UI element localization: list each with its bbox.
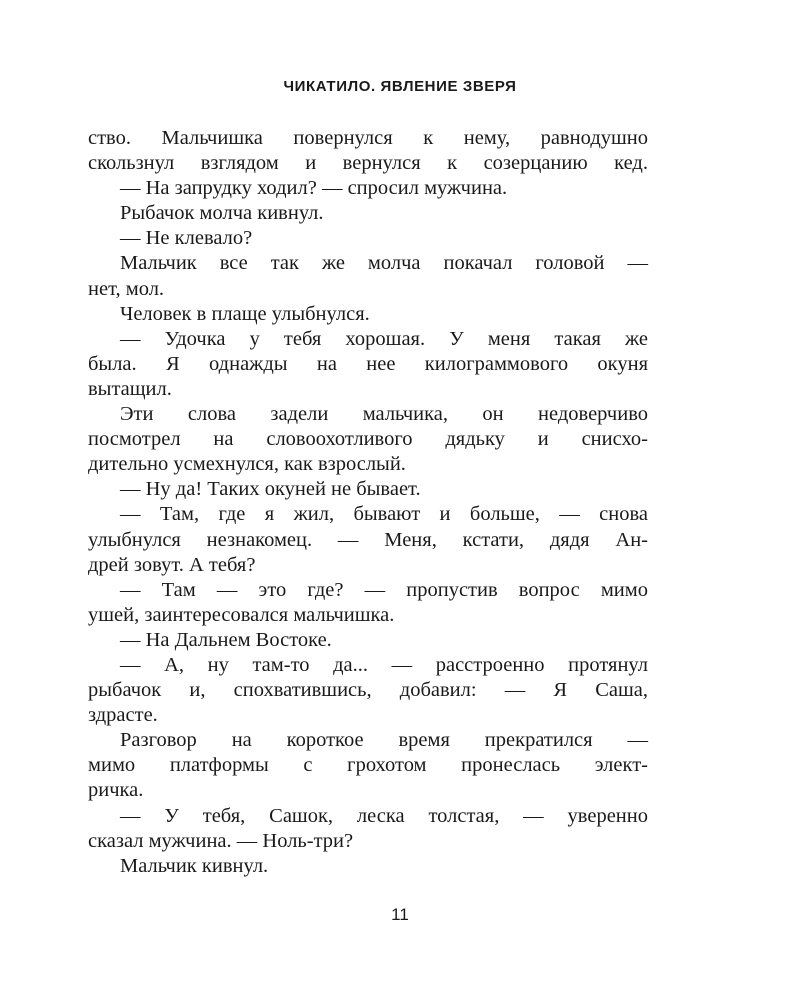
text-line: дрей зовут. А тебя? — [88, 553, 256, 576]
text-line: — Там — это где? — пропустив вопрос мимо — [120, 578, 648, 601]
text-line: дительно усмехнулся, как взрослый. — [88, 453, 406, 476]
text-line: ричка. — [88, 779, 144, 802]
text-line: здрасте. — [88, 704, 158, 727]
running-title: ЧИКАТИЛО. ЯВЛЕНИЕ ЗВЕРЯ — [283, 78, 517, 95]
text-line: Эти слова задели мальчика, он недоверчиво — [120, 403, 648, 426]
text-line: скользнул взглядом и вернулся к созерцанию кед. — [88, 152, 648, 175]
page-number: 11 — [391, 905, 409, 924]
text-line: вытащил. — [88, 377, 172, 400]
text-line: была. Я однажды на нее килограммового окуня — [88, 352, 648, 375]
text-line: Мальчик кивнул. — [120, 854, 269, 877]
text-line: посмотрел на словоохотливого дядьку и снисхо- — [88, 428, 648, 451]
text-line: — Удочка у тебя хорошая. У меня такая же — [120, 327, 648, 350]
text-line: ушей, заинтересовался мальчишка. — [88, 603, 395, 626]
text-line: нет, мол. — [88, 277, 165, 300]
text-line: — Не клевало? — [120, 227, 253, 250]
text-line: Мальчик все так же молча покачал головой — — [120, 252, 648, 275]
text-line: ство. Мальчишка повернулся к нему, равнодушно — [88, 127, 648, 149]
text-line: — На Дальнем Востоке. — [120, 628, 332, 651]
text-line: улыбнулся незнакомец. — Меня, кстати, дядя Ан- — [88, 528, 648, 551]
text-line: мимо платформы с грохотом пронеслась элект- — [88, 754, 648, 777]
text-line: рыбачок и, спохватившись, добавил: — Я Саша, — [88, 679, 648, 702]
text-line: — А, ну там-то да... — расстроенно протянул — [120, 653, 648, 676]
text-line: — Ну да! Таких окуней не бывает. — [120, 478, 421, 501]
text-line: Рыбачок молча кивнул. — [120, 202, 324, 225]
text-line: Человек в плаще улыбнулся. — [120, 302, 370, 325]
text-line: — Там, где я жил, бывают и больше, — снова — [120, 503, 648, 526]
text-line: — На запрудку ходил? — спросил мужчина. — [120, 177, 508, 200]
text-line: сказал мужчина. — Ноль-три? — [88, 829, 354, 852]
text-line: Разговор на короткое время прекратился — — [120, 729, 648, 752]
body-text — [88, 126, 648, 879]
text-line: — У тебя, Сашок, леска толстая, — уверенно — [120, 804, 648, 827]
